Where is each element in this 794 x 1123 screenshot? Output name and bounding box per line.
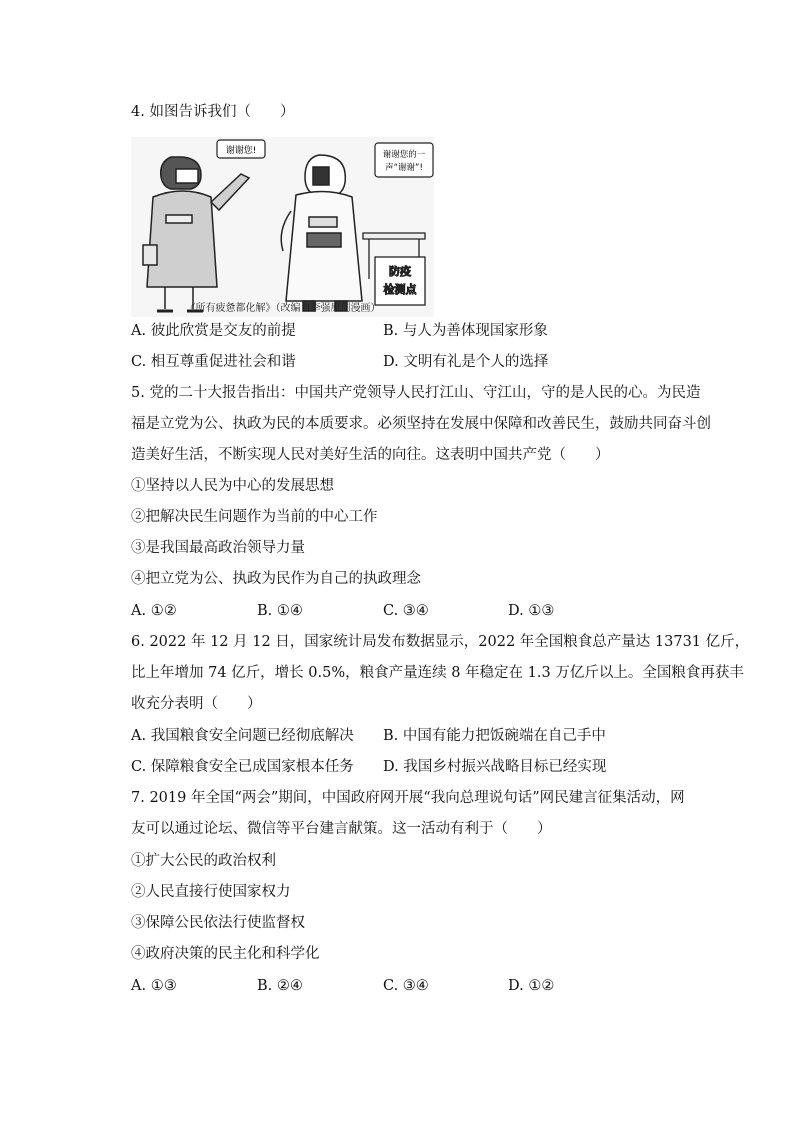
q5-item-4: ④把立党为公、执政为民作为自己的执政理念 — [131, 571, 421, 587]
q5-option-b: B. ①④ — [257, 603, 303, 619]
q7-option-d: D. ①② — [508, 978, 555, 994]
q6-option-a: A. 我国粮食安全问题已经彻底解决 — [131, 728, 354, 744]
bubble-right-line1: 谢谢您的一 — [382, 150, 426, 160]
q5-option-d: D. ①③ — [508, 603, 555, 619]
q6-option-c: C. 保障粮食安全已成国家根本任务 — [131, 759, 354, 775]
q5-stem-line-3: 造美好生活，不断实现人民对美好生活的向往。这表明中国共产党（ ） — [131, 447, 610, 463]
q6-option-b: B. 中国有能力把饭碗端在自己手中 — [383, 728, 606, 744]
q7-stem-line-1: 7. 2019 年全国“两会”期间，中国政府网开展“我向总理说句话”网民建言征集活动，网 — [131, 790, 685, 806]
q5-stem-line-2: 福是立党为公、执政为民的本质要求。必须坚持在发展中保障和改善民生，鼓励共同奋斗创 — [131, 416, 711, 432]
q5-item-2: ②把解决民生问题作为当前的中心工作 — [131, 509, 378, 525]
sign-line1: 防疫 — [389, 265, 411, 278]
q7-option-c: C. ③④ — [383, 978, 429, 994]
speech-bubble-left — [217, 140, 265, 158]
cartoon-caption: 《所有疲惫都化解》（改编自李强原创漫画） — [185, 303, 381, 314]
q7-option-a: A. ①③ — [131, 978, 177, 994]
q6-stem-line-3: 收充分表明（ ） — [131, 696, 262, 712]
sign-line2: 检测点 — [383, 283, 417, 296]
q4-stem: 4. 如图告诉我们（ ） — [131, 104, 295, 120]
q7-item-4: ④政府决策的民主化和科学化 — [131, 946, 320, 962]
q7-item-2: ②人民直接行使国家权力 — [131, 884, 291, 900]
q5-option-c: C. ③④ — [383, 603, 429, 619]
q5-stem-line-1: 5. 党的二十大报告指出：中国共产党领导人民打江山、守江山，守的是人民的心。为民造 — [131, 385, 701, 401]
q5-option-a: A. ①② — [131, 603, 177, 619]
q4-option-a: A. 彼此欣赏是交友的前提 — [131, 323, 296, 339]
q7-stem-line-2: 友可以通过论坛、微信等平台建言献策。这一活动有利于（ ） — [131, 821, 552, 837]
q4-option-b: B. 与人为善体现国家形象 — [383, 323, 548, 339]
q5-item-1: ①坚持以人民为中心的发展思想 — [131, 478, 334, 494]
speech-bubble-right — [375, 143, 433, 177]
q7-item-3: ③保障公民依法行使监督权 — [131, 915, 305, 931]
q4-option-d: D. 文明有礼是个人的选择 — [383, 354, 549, 370]
q7-item-1: ①扩大公民的政治权利 — [131, 853, 276, 869]
bubble-left-text: 谢谢您! — [225, 146, 257, 156]
bubble-right-line2: 声“谢谢”! — [385, 163, 423, 173]
q6-option-d: D. 我国乡村振兴战略目标已经实现 — [383, 759, 607, 775]
cartoon-illustration — [131, 137, 434, 317]
q7-option-b: B. ②④ — [257, 978, 303, 994]
q4-option-c: C. 相互尊重促进社会和谐 — [131, 354, 296, 370]
q6-stem-line-2: 比上年增加 74 亿斤，增长 0.5%，粮食产量连续 8 年稳定在 1.3 万亿斤以上。全国粮食再获丰 — [131, 665, 744, 681]
q6-stem-line-1: 6. 2022 年 12 月 12 日，国家统计局发布数据显示，2022 年全国粮食总产量达 13731 亿斤， — [131, 634, 750, 650]
q5-item-3: ③是我国最高政治领导力量 — [131, 540, 305, 556]
